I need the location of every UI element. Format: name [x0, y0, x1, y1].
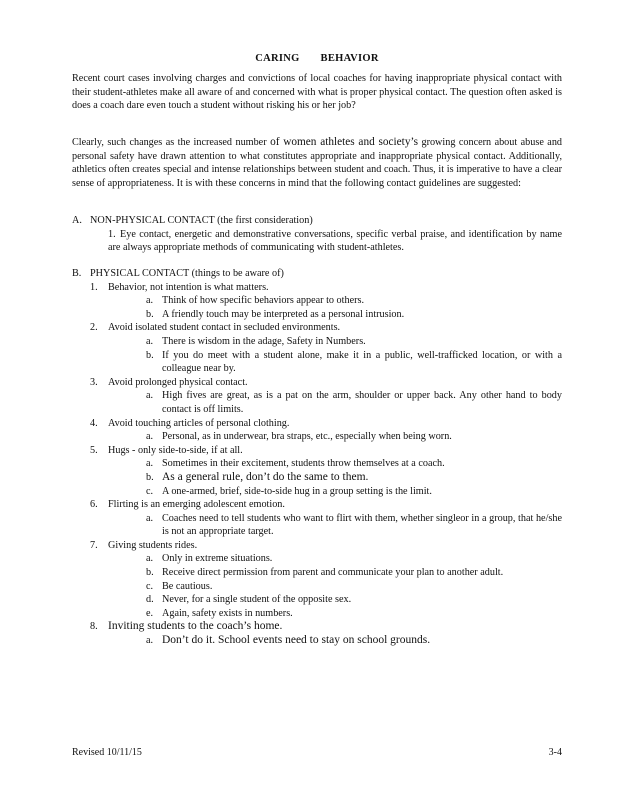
sub-item-letter: c.: [146, 485, 154, 497]
section-b-title: PHYSICAL CONTACT (things to be aware of): [90, 268, 284, 279]
item-number: 1.: [90, 281, 98, 293]
list-item: [72, 620, 562, 647]
sub-item-text: Receive direct permission from parent and communicate your plan to another adult.: [162, 567, 504, 579]
item-text: Behavior, not intention is what matters.: [108, 281, 269, 293]
sub-item-text: Personal, as in underwear, bra straps, etc., especially when being worn.: [162, 431, 452, 443]
list-item: [72, 376, 562, 417]
list-item: [72, 281, 562, 322]
sub-item-text: A one-armed, brief, side-to-side hug in a group setting is the limit.: [162, 485, 432, 497]
context-paragraph-emphasis: of women athletes and society’s: [270, 136, 419, 148]
intro-paragraph: Recent court cases involving charges and convictions of local coaches for having inappropriate physical contact with their student-athletes make all aware of and concerned with what is proper physical contact. The question often asked is does a coach dare even touch a student without risking his or her job?: [72, 73, 562, 112]
sub-item-letter: a.: [146, 295, 154, 307]
sub-list-item: [108, 335, 562, 349]
sub-item-letter: e.: [146, 607, 154, 619]
section-b-letter: B.: [72, 268, 82, 279]
sub-list-item: [108, 308, 562, 322]
page-number: 3-4: [548, 747, 562, 758]
item-number: 6.: [90, 499, 98, 511]
list-item: [72, 539, 562, 621]
sub-item-letter: a.: [146, 512, 154, 524]
sub-item-letter: b.: [146, 471, 154, 483]
revision-date: Revised 10/11/15: [72, 747, 142, 758]
item-text: Eye contact, energetic and demonstrative conversations, specific verbal praise, and identification by name are always appropriate methods of communicating with student-athletes.: [108, 228, 562, 254]
sub-list-item: [108, 593, 562, 607]
item-text: Avoid isolated student contact in secluded environments.: [108, 322, 341, 334]
item-text: Avoid prolonged physical contact.: [108, 376, 248, 388]
sub-item-text: Again, safety exists in numbers.: [162, 607, 293, 619]
item-number: 8.: [90, 621, 98, 633]
sub-item-letter: b.: [146, 308, 154, 320]
section-b-heading: [72, 267, 562, 281]
sub-item-letter: d.: [146, 594, 154, 606]
sub-list-item: [108, 471, 562, 485]
item-number: 2.: [90, 322, 98, 334]
sub-list: [108, 294, 562, 321]
sub-item-letter: b.: [146, 349, 154, 361]
sub-item-text: Sometimes in their excitement, students throw themselves at a coach.: [162, 458, 445, 470]
sub-item-text: High fives are great, as is a pat on the arm, shoulder or upper back. Any other hand to body contact is off limits.: [162, 390, 562, 415]
section-non-physical-contact: [72, 214, 562, 255]
sub-item-letter: a.: [146, 390, 154, 402]
page-title: CARING BEHAVIOR: [255, 53, 379, 64]
section-a-title: NON-PHYSICAL CONTACT (the first consideration): [90, 215, 313, 226]
sub-item-text: Never, for a single student of the opposite sex.: [162, 594, 352, 606]
sub-item-text: Think of how specific behaviors appear to others.: [162, 295, 364, 307]
sub-list-item: [108, 566, 562, 580]
sub-item-letter: b.: [146, 567, 154, 579]
section-b-list: [72, 281, 562, 648]
sub-list-item: [108, 512, 562, 539]
item-text: Flirting is an emerging adolescent emotion.: [108, 499, 285, 511]
section-a-list: [72, 228, 562, 255]
context-paragraph: [72, 136, 562, 190]
sub-list-item: [108, 607, 562, 621]
section-physical-contact: [72, 267, 562, 648]
sub-item-letter: a.: [146, 431, 154, 443]
sub-list: [108, 634, 562, 648]
sub-item-text: Only in extreme situations.: [162, 553, 273, 565]
sub-list-item: [108, 634, 562, 648]
sub-list: [108, 552, 562, 620]
list-item: [72, 498, 562, 539]
sub-list-item: [108, 580, 562, 594]
sub-list: [108, 457, 562, 498]
item-number: 3.: [90, 376, 98, 388]
sub-item-letter: a.: [146, 553, 154, 565]
item-number: 5.: [90, 444, 98, 456]
sub-item-text: A friendly touch may be interpreted as a personal intrusion.: [162, 308, 405, 320]
sub-list-item: [108, 552, 562, 566]
sub-item-text: If you do meet with a student alone, make it in a public, well-trafficked location, or with a colleague near by.: [162, 349, 562, 375]
sub-item-text: Be cautious.: [162, 580, 213, 592]
item-text: Inviting students to the coach’s home.: [108, 620, 283, 633]
sub-item-letter: a.: [146, 335, 154, 347]
sub-item-letter: a.: [146, 635, 154, 647]
sub-item-text: There is wisdom in the adage, Safety in Numbers.: [162, 335, 366, 347]
sub-list-item: [108, 457, 562, 471]
list-item: [72, 417, 562, 444]
item-number: 4.: [90, 417, 98, 429]
item-number: 7.: [90, 539, 98, 551]
item-text: Avoid touching articles of personal clothing.: [108, 417, 290, 429]
sub-list-item: [108, 389, 562, 416]
section-a-letter: A.: [72, 215, 82, 226]
sub-list: [108, 512, 562, 539]
section-a-heading: [72, 214, 562, 228]
sub-list-item: [108, 349, 562, 376]
sub-list-item: [108, 430, 562, 444]
item-text: Hugs - only side-to-side, if at all.: [108, 444, 243, 456]
sub-list: [108, 389, 562, 416]
sub-item-text: Don’t do it. School events need to stay on school grounds.: [162, 634, 431, 647]
sub-list: [108, 335, 562, 376]
sub-item-text: Coaches need to tell students who want to flirt with them, whether singleor in a group, that he/she is not an appropriate target.: [162, 512, 562, 538]
item-number: 1.: [108, 228, 116, 240]
sub-list: [108, 430, 562, 444]
sub-item-letter: a.: [146, 458, 154, 470]
sub-list-item: [108, 485, 562, 499]
context-paragraph-start: Clearly, such changes as the increased number: [72, 137, 271, 148]
sub-list-item: [108, 294, 562, 308]
context-paragraph-end: growing concern about abuse and personal safety have drawn attention to what constitutes appropriate and inappropriate physical contact. Additionally, athletics often creates special and intense relationships between student and coach. Thus, it is imperative to have a clear sense of appropriateness. It is with these concerns in mind that the following contact guidelines are suggested:: [72, 137, 563, 189]
sub-item-text: As a general rule, don’t do the same to them.: [162, 470, 369, 483]
item-text: Giving students rides.: [108, 539, 198, 551]
list-item: [72, 444, 562, 498]
list-item: [72, 321, 562, 375]
list-item: [72, 228, 562, 255]
sub-item-letter: c.: [146, 580, 154, 592]
